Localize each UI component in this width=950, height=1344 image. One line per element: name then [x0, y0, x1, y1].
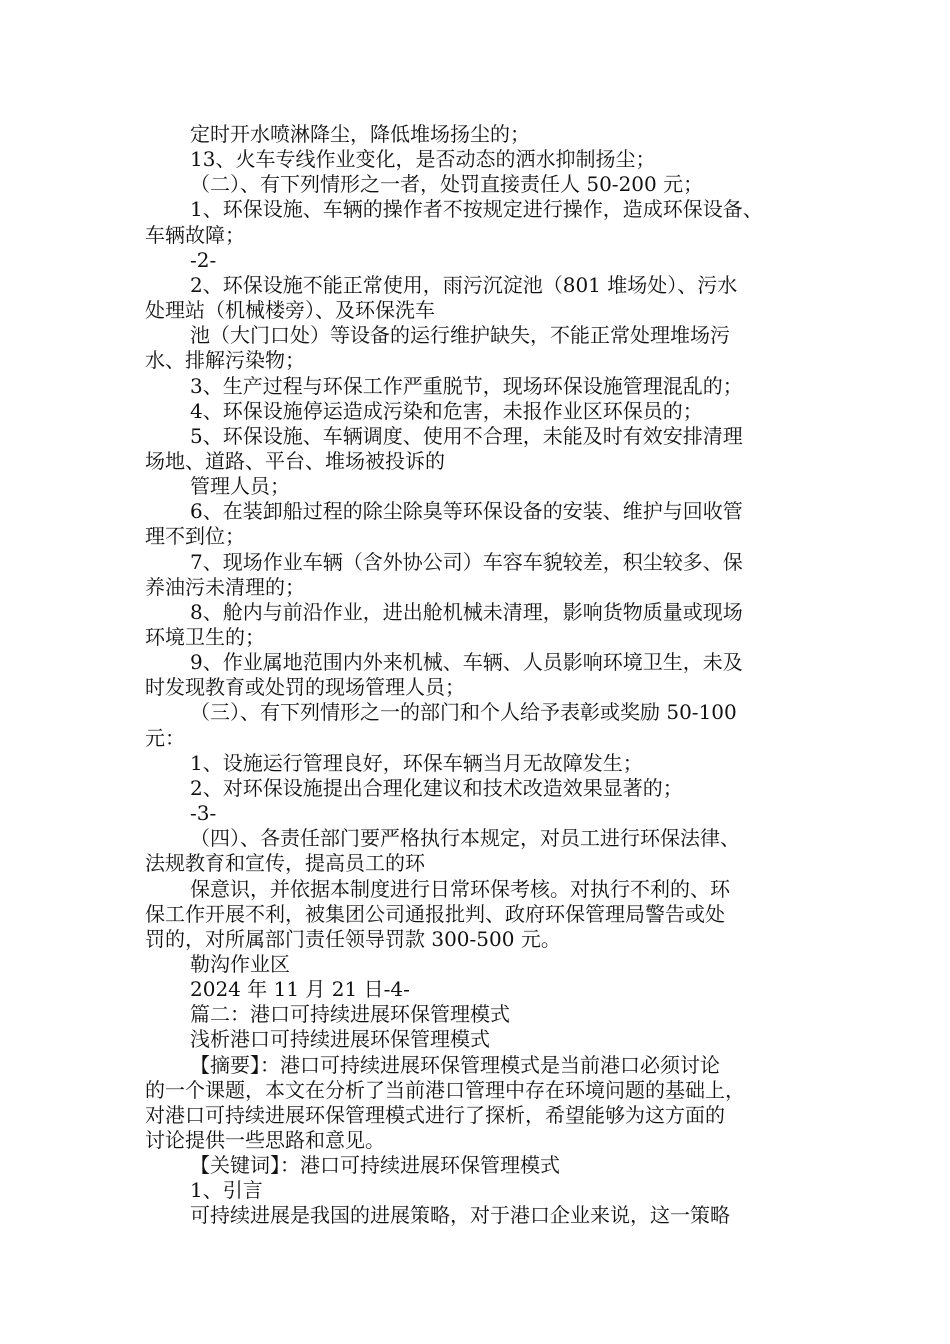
text-line: 2、环保设施不能正常使用，雨污沉淀池（801 堆场处）、污水	[190, 273, 738, 297]
text-line: （三）、有下列情形之一的部门和个人给予表彰或奖励 50-100	[190, 700, 737, 724]
text-line: 可持续进展是我国的进展策略，对于港口企业来说，这一策略	[190, 1203, 730, 1227]
text-line: 讨论提供一些思路和意见。	[145, 1128, 385, 1152]
text-line: 1、环保设施、车辆的操作者不按规定进行操作，造成环保设备、	[190, 197, 763, 221]
text-line: 7、现场作业车辆（含外协公司）车容车貌较差，积尘较多、保	[190, 550, 743, 574]
text-line: （四）、各责任部门要严格执行本规定，对员工进行环保法律、	[190, 826, 740, 850]
text-line: 养油污未清理的；	[145, 575, 305, 599]
text-line: 篇二：港口可持续进展环保管理模式	[190, 1002, 510, 1026]
text-line: 9、作业属地范围内外来机械、车辆、人员影响环境卫生，未及	[190, 650, 743, 674]
text-line: 3、生产过程与环保工作严重脱节，现场环保设施管理混乱的；	[190, 374, 743, 398]
text-line: 【摘要】：港口可持续进展环保管理模式是当前港口必须讨论	[190, 1053, 720, 1077]
text-line: 环境卫生的；	[145, 625, 265, 649]
text-line: 5、环保设施、车辆调度、使用不合理，未能及时有效安排清理	[190, 424, 743, 448]
text-line: 浅析港口可持续进展环保管理模式	[190, 1027, 490, 1051]
text-line: 场地、道路、平台、堆场被投诉的	[145, 449, 445, 473]
text-line: 车辆故障；	[145, 223, 245, 247]
text-line: 保意识，并依据本制度进行日常环保考核。对执行不利的、环	[190, 877, 730, 901]
text-line: 2、对环保设施提出合理化建议和技术改造效果显著的；	[190, 776, 683, 800]
text-line: 8、舱内与前沿作业，进出舱机械未清理，影响货物质量或现场	[190, 600, 743, 624]
text-line: 保工作开展不利，被集团公司通报批判、政府环保管理局警告或处	[145, 902, 725, 926]
text-line: 13、火车专线作业变化，是否动态的洒水抑制扬尘；	[190, 147, 656, 171]
text-line: 池（大门口处）等设备的运行维护缺失，不能正常处理堆场污	[190, 323, 730, 347]
text-line: 的一个课题，本文在分析了当前港口管理中存在环境问题的基础上，	[145, 1078, 745, 1102]
text-line: 管理人员；	[190, 474, 290, 498]
text-line: 定时开水喷淋降尘，降低堆场扬尘的；	[190, 122, 530, 146]
text-line: 1、引言	[190, 1178, 263, 1202]
text-line: 水、排解污染物；	[145, 348, 305, 372]
text-line: 2024 年 11 月 21 日-4-	[190, 977, 410, 1001]
text-line: -3-	[190, 801, 217, 825]
text-line: 法规教育和宣传，提高员工的环	[145, 851, 425, 875]
text-line: 【关键词】：港口可持续进展环保管理模式	[190, 1153, 560, 1177]
text-line: （二）、有下列情形之一者，处罚直接责任人 50-200 元；	[190, 172, 704, 196]
text-line: 对港口可持续进展环保管理模式进行了探析，希望能够为这方面的	[145, 1103, 725, 1127]
text-line: -2-	[190, 248, 217, 272]
text-line: 理不到位；	[145, 524, 245, 548]
text-line: 元：	[145, 726, 185, 750]
text-line: 6、在装卸船过程的除尘除臭等环保设备的安装、维护与回收管	[190, 499, 743, 523]
text-line: 罚的，对所属部门责任领导罚款 300-500 元。	[145, 927, 561, 951]
text-line: 时发现教育或处罚的现场管理人员；	[145, 675, 465, 699]
text-line: 1、设施运行管理良好，环保车辆当月无故障发生；	[190, 751, 643, 775]
text-line: 勒沟作业区	[190, 952, 290, 976]
text-line: 4、环保设施停运造成污染和危害，未报作业区环保员的；	[190, 399, 703, 423]
text-line: 处理站（机械楼旁）、及环保洗车	[145, 298, 435, 322]
